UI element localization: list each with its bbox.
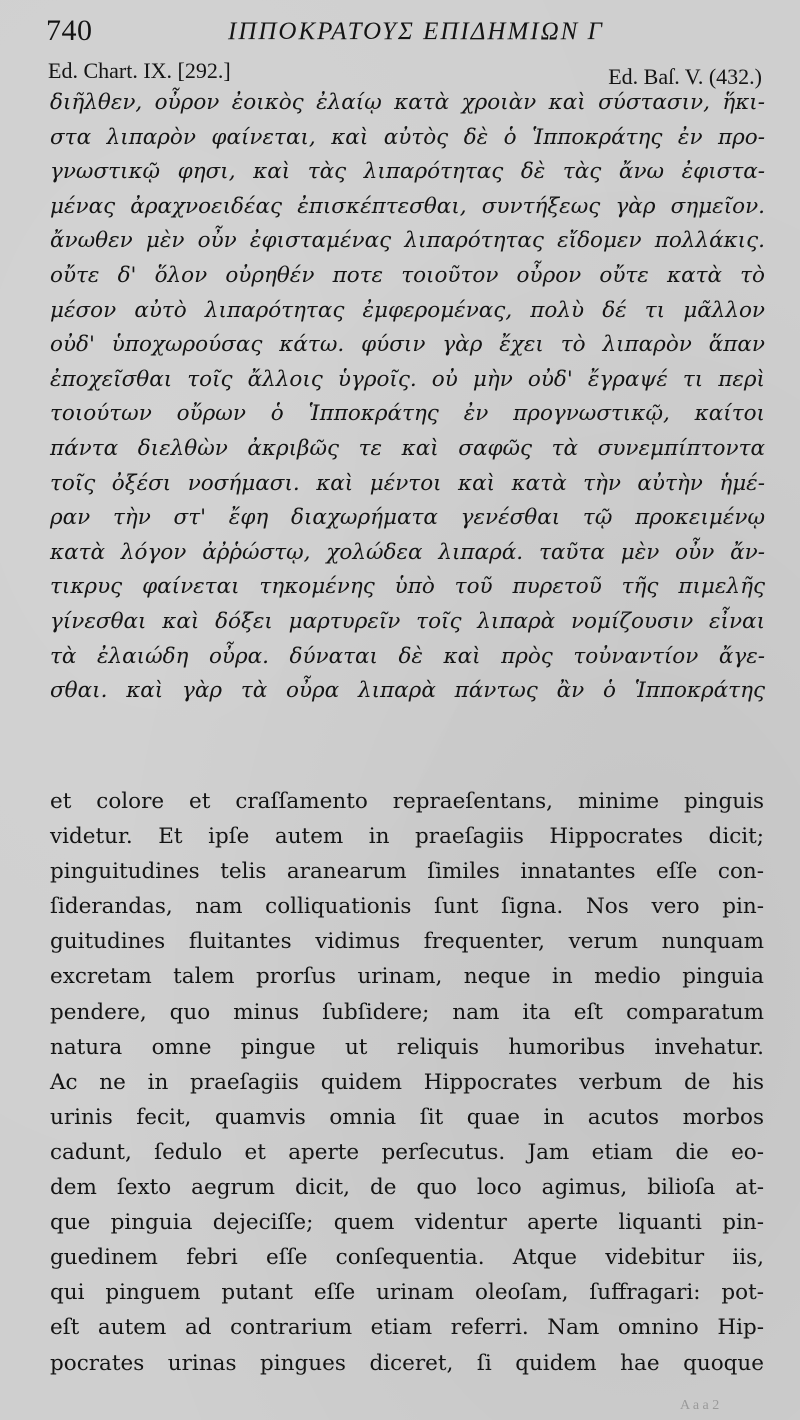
latin-line: cadunt, ſedulo et aperte perſecutus. Jam etiam die eo- — [50, 1139, 764, 1165]
greek-line: τοῖς ὀξέσι νοσήμασι. καὶ μέντοι καὶ κατὰ τὴν αὐτὴν ἡμέ- — [50, 470, 765, 496]
latin-line: videtur. Et ipſe autem in praeſagiis Hippocrates dicit; — [50, 824, 764, 850]
greek-line: ραν τὴν στ' ἔφη διαχωρήματα γενέσθαι τῷ προκειμένῳ — [50, 505, 765, 531]
greek-line: ἄνωθεν μὲν οὖν ἐφισταμένας λιπαρότητας εἴδομεν πολλάκις. — [50, 228, 765, 254]
latin-line: natura omne pingue ut reliquis humoribus invehatur. — [50, 1034, 764, 1060]
latin-line: eſt autem ad contrarium etiam referri. Nam omnino Hip- — [50, 1315, 764, 1341]
latin-line: que pinguia dejeciſſe; quem videntur aperte liquanti pin- — [50, 1210, 764, 1236]
greek-line: πάντα διελθὼν ἀκριβῶς τε καὶ σαφῶς τὰ συνεμπίπτοντα — [50, 435, 765, 461]
greek-line: στα λιπαρὸν φαίνεται, καὶ αὐτὸς δὲ ὁ Ἱπποκράτης ἐν προ- — [50, 124, 765, 150]
latin-line: urinis fecit, quamvis omnia ſit quae in acutos morbos — [50, 1104, 764, 1130]
latin-line: pocrates urinas pingues diceret, ſi quidem hae quoque — [50, 1350, 764, 1376]
page-number: 740 — [46, 14, 93, 47]
greek-line: σθαι. καὶ γὰρ τὰ οὖρα λιπαρὰ πάντως ἂν ὁ Ἱπποκράτης — [50, 678, 765, 704]
latin-line: pendere, quo minus ſubſidere; nam ita eſt comparatum — [50, 999, 764, 1025]
greek-line: ἐποχεῖσθαι τοῖς ἄλλοις ὑγροῖς. οὐ μὴν οὐδ' ἔγραψέ τι περὶ — [50, 366, 765, 392]
greek-line: διῆλθεν, οὖρον ἐοικὸς ἐλαίῳ κατὰ χροιὰν καὶ σύστασιν, ἥκι- — [50, 90, 765, 115]
latin-line: Ac ne in praeſagiis quidem Hippocrates verbum de his — [50, 1069, 764, 1095]
greek-line: κατὰ λόγον ἀῤῥώστῳ, χολώδεα λιπαρά. ταῦτα μὲν οὖν ἄν- — [50, 539, 765, 565]
greek-line: τοιούτων οὔρων ὁ Ἱπποκράτης ἐν προγνωστικῷ, καίτοι — [50, 401, 765, 427]
greek-line: οὐδ' ὑποχωρούσας κάτω. φύσιν γὰρ ἔχει τὸ λιπαρὸν ἅπαν — [50, 332, 765, 358]
latin-line: ſiderandas, nam colliquationis ſunt ſigna. Nos vero pin- — [50, 894, 764, 920]
latin-line: et colore et craſſamento repraeſentans, minime pinguis — [50, 789, 764, 814]
greek-line: τὰ ἐλαιώδη οὖρα. δύναται δὲ καὶ πρὸς τοὐναντίον ἄγε- — [50, 643, 765, 669]
greek-line: τικρυς φαίνεται τηκομένης ὑπὸ τοῦ πυρετοῦ τῆς πιμελῆς — [50, 574, 765, 600]
latin-line: pinguitudines telis aranearum ſimiles innatantes eſſe con- — [50, 859, 764, 885]
greek-line: γίνεσθαι καὶ δόξει μαρτυρεῖν τοῖς λιπαρὰ νομίζουσιν εἶναι — [50, 608, 765, 634]
running-title: ΙΠΠΟΚΡΑΤΟΥΣ ΕΠΙΔΗΜΙΩΝ Γ — [228, 18, 604, 45]
signature-mark: A a a 2 — [680, 1398, 720, 1413]
greek-line: οὔτε δ' ὅλον οὐρηθέν ποτε τοιοῦτον οὖρον οὔτε κατὰ τὸ — [50, 262, 765, 288]
greek-line: μέσον αὐτὸ λιπαρότητας ἐμφερομένας, πολὺ δέ τι μᾶλλον — [50, 297, 765, 323]
latin-line: qui pinguem putant eſſe urinam oleoſam, ſuffragari: pot- — [50, 1280, 764, 1306]
greek-line: γνωστικῷ φησι, καὶ τὰς λιπαρότητας δὲ τὰς ἄνω ἐφιστα- — [50, 159, 765, 185]
latin-line: dem ſexto aegrum dicit, de quo loco agimus, bilioſa at- — [50, 1175, 764, 1201]
latin-line: guitudines fluitantes vidimus frequenter, verum nunquam — [50, 929, 764, 955]
latin-line: excretam talem prorſus urinam, neque in medio pinguia — [50, 964, 764, 990]
greek-text-block — [50, 86, 765, 709]
latin-line: guedinem febri eſſe conſequentia. Atque videbitur iis, — [50, 1245, 764, 1271]
edition-reference-right: Ed. Baſ. V. (432.) — [608, 64, 762, 89]
latin-text-block — [50, 784, 764, 1381]
greek-line: μένας ἀραχνοειδέας ἐπισκέπτεσθαι, συντήξεως γὰρ σημεῖον. — [50, 193, 765, 219]
edition-reference-left: Ed. Chart. IX. [292.] — [48, 58, 231, 83]
